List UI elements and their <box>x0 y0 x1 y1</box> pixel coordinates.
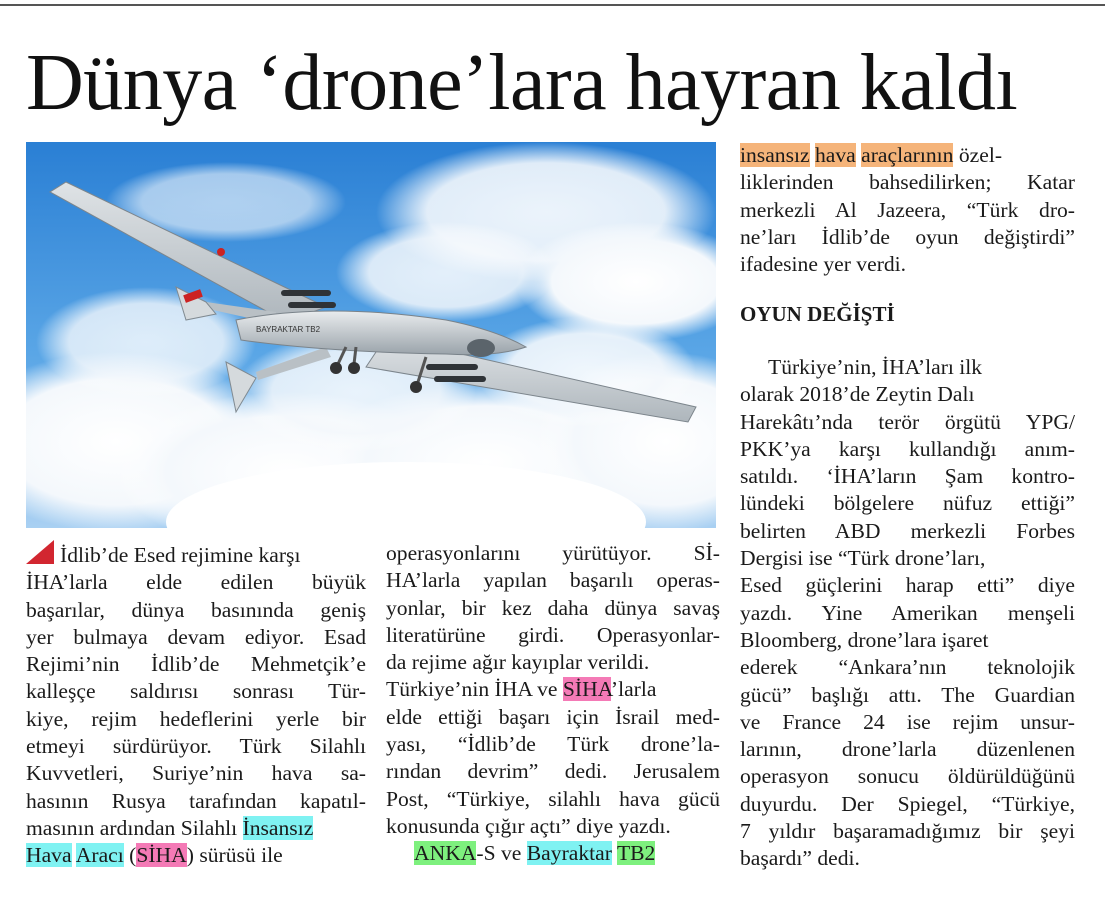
col3-line: Türkiye’nin, İHA’ları ilk <box>768 355 983 379</box>
col2-line: yonlar, bir kez daha dünya savaş <box>386 595 720 620</box>
col3-line: 7 yıldır başaramadığımız bir şeyi <box>740 819 1075 844</box>
column-3-body <box>740 354 1075 873</box>
col3-line: ederek “Ankara’nın teknolojik <box>740 655 1075 680</box>
col3-line: yazdı. Yine Amerikan menşeli <box>740 600 1075 625</box>
headline: Dünya ‘drone’lara hayran kaldı <box>26 39 1018 127</box>
col2-text: ’larla <box>610 677 657 702</box>
highlight-insansiz: insansız <box>740 143 810 167</box>
col2-line <box>386 676 720 703</box>
col3-line: Dergisi ise “Türk drone’ları, <box>740 546 986 571</box>
highlight-hava: Hava <box>26 843 72 868</box>
col2-text: Türkiye’nin İHA ve <box>386 677 563 702</box>
column-3 <box>740 142 1075 278</box>
highlight-bayraktar: Bayraktar <box>526 841 612 866</box>
col2-line: konusunda çığır açtı” diye yazdı. <box>386 813 671 838</box>
col2-line <box>386 840 720 867</box>
col3-line: PKK’ya karşı kullandığı anım- <box>740 436 1075 461</box>
col3-line: Esed güçlerini harap etti” diye <box>740 573 1075 598</box>
drone-photo <box>26 142 716 528</box>
column-2 <box>386 540 720 868</box>
col1-text: ) sürüsü ile <box>186 843 283 868</box>
col3-line: ifadesine yer verdi. <box>740 252 907 277</box>
col3-line: liklerinden bahsedilirken; Katar <box>740 170 1075 195</box>
col1-line: Kuvvetleri, Suriye’nin hava sa- <box>26 761 366 786</box>
col1-line: yer bulmaya devam ediyor. Esad <box>26 624 366 649</box>
highlight-tb2: TB2 <box>616 841 656 866</box>
col3-line: başardı” dedi. <box>740 846 860 871</box>
aircraft-marking: BAYRAKTAR TB2 <box>256 325 321 334</box>
col1-text: masının ardından Silahlı <box>26 815 243 840</box>
col3-line: Bloomberg, drone’lara işaret <box>740 627 989 652</box>
col3-line: duyurdu. Der Spiegel, “Türkiye, <box>740 791 1075 816</box>
col3-line: belirten ABD merkezli Forbes <box>740 518 1075 543</box>
col3-line: gücü” başlığı attı. The Guardian <box>740 682 1075 707</box>
col2-line: literatürüne girdi. Operasyonlar- <box>386 622 720 647</box>
col1-line: kalleşçe saldırısı sonrası Tür- <box>26 679 366 704</box>
col1-line: başarılar, dünya basınında geniş <box>26 597 366 622</box>
col3-line: satıldı. ‘İHA’ların Şam kontro- <box>740 464 1075 489</box>
col2-line: HA’larla yapılan başarılı operas- <box>386 568 720 593</box>
column-1 <box>26 540 366 870</box>
col2-line: Post, “Türkiye, silahlı hava gücü <box>386 786 720 811</box>
col2-line: da rejime ağır kayıplar verildi. <box>386 650 650 675</box>
highlight-hava: hava <box>814 143 856 167</box>
col1-text: İdlib’de Esed rejimine karşı <box>60 543 301 567</box>
col3-line: ve France 24 ise rejim unsur- <box>740 709 1075 734</box>
col3-text: özel- <box>953 143 1003 167</box>
col1-line: Rejimi’nin İdlib’de Mehmetçik’e <box>26 652 366 677</box>
col1-line: hasının Rusya tarafından kapatıl- <box>26 788 366 813</box>
top-rule <box>0 4 1105 6</box>
drone-image <box>26 142 716 528</box>
col3-line: olarak 2018’de Zeytin Dalı <box>740 382 975 407</box>
highlight-siha: SİHA <box>136 843 187 868</box>
col1-line <box>26 842 366 869</box>
col1-line: kiye, rejim hedeflerini yerle bir <box>26 706 366 731</box>
col1-line <box>26 815 366 842</box>
col1-line: İHA’larla elde edilen büyük <box>26 570 366 595</box>
col3-line: lündeki bölgelere nüfuz ettiği” <box>740 491 1075 516</box>
col3-line: operasyon sonucu öldürüldüğünü <box>740 764 1075 789</box>
col2-text: -S ve <box>476 841 527 866</box>
col2-line: yası, “İdlib’de Türk drone’la- <box>386 732 720 757</box>
highlight-araci: Aracı <box>75 843 124 868</box>
col3-line: merkezli Al Jazeera, “Türk dro- <box>740 197 1075 222</box>
highlight-insansiz: İnsansız <box>242 815 314 840</box>
highlight-anka: ANKA <box>414 841 477 866</box>
col2-line: operasyonlarını yürütüyor. Sİ- <box>386 541 720 565</box>
col3-line: Harekâtı’nda terör örgütü YPG/ <box>740 409 1075 434</box>
highlight-araclarinin: araçlarının <box>861 143 954 167</box>
col3-line <box>740 142 1075 169</box>
col3-line: ne’ları İdlib’de oyun değiştirdi” <box>740 224 1075 249</box>
col1-line: etmeyi sürdürüyor. Türk Silahlı <box>26 734 366 759</box>
subhead: OYUN DEĞİŞTİ <box>740 302 895 326</box>
col2-line: rından devrim” dedi. Jerusalem <box>386 759 720 784</box>
col1-text: ( <box>123 843 137 868</box>
col2-line: elde ettiği başarı için İsrail med- <box>386 704 720 729</box>
col1-line <box>26 540 366 569</box>
lead-marker-icon <box>26 540 54 564</box>
highlight-siha: SİHA <box>562 677 611 702</box>
col3-line: larının, drone’larla düzenlenen <box>740 737 1075 762</box>
